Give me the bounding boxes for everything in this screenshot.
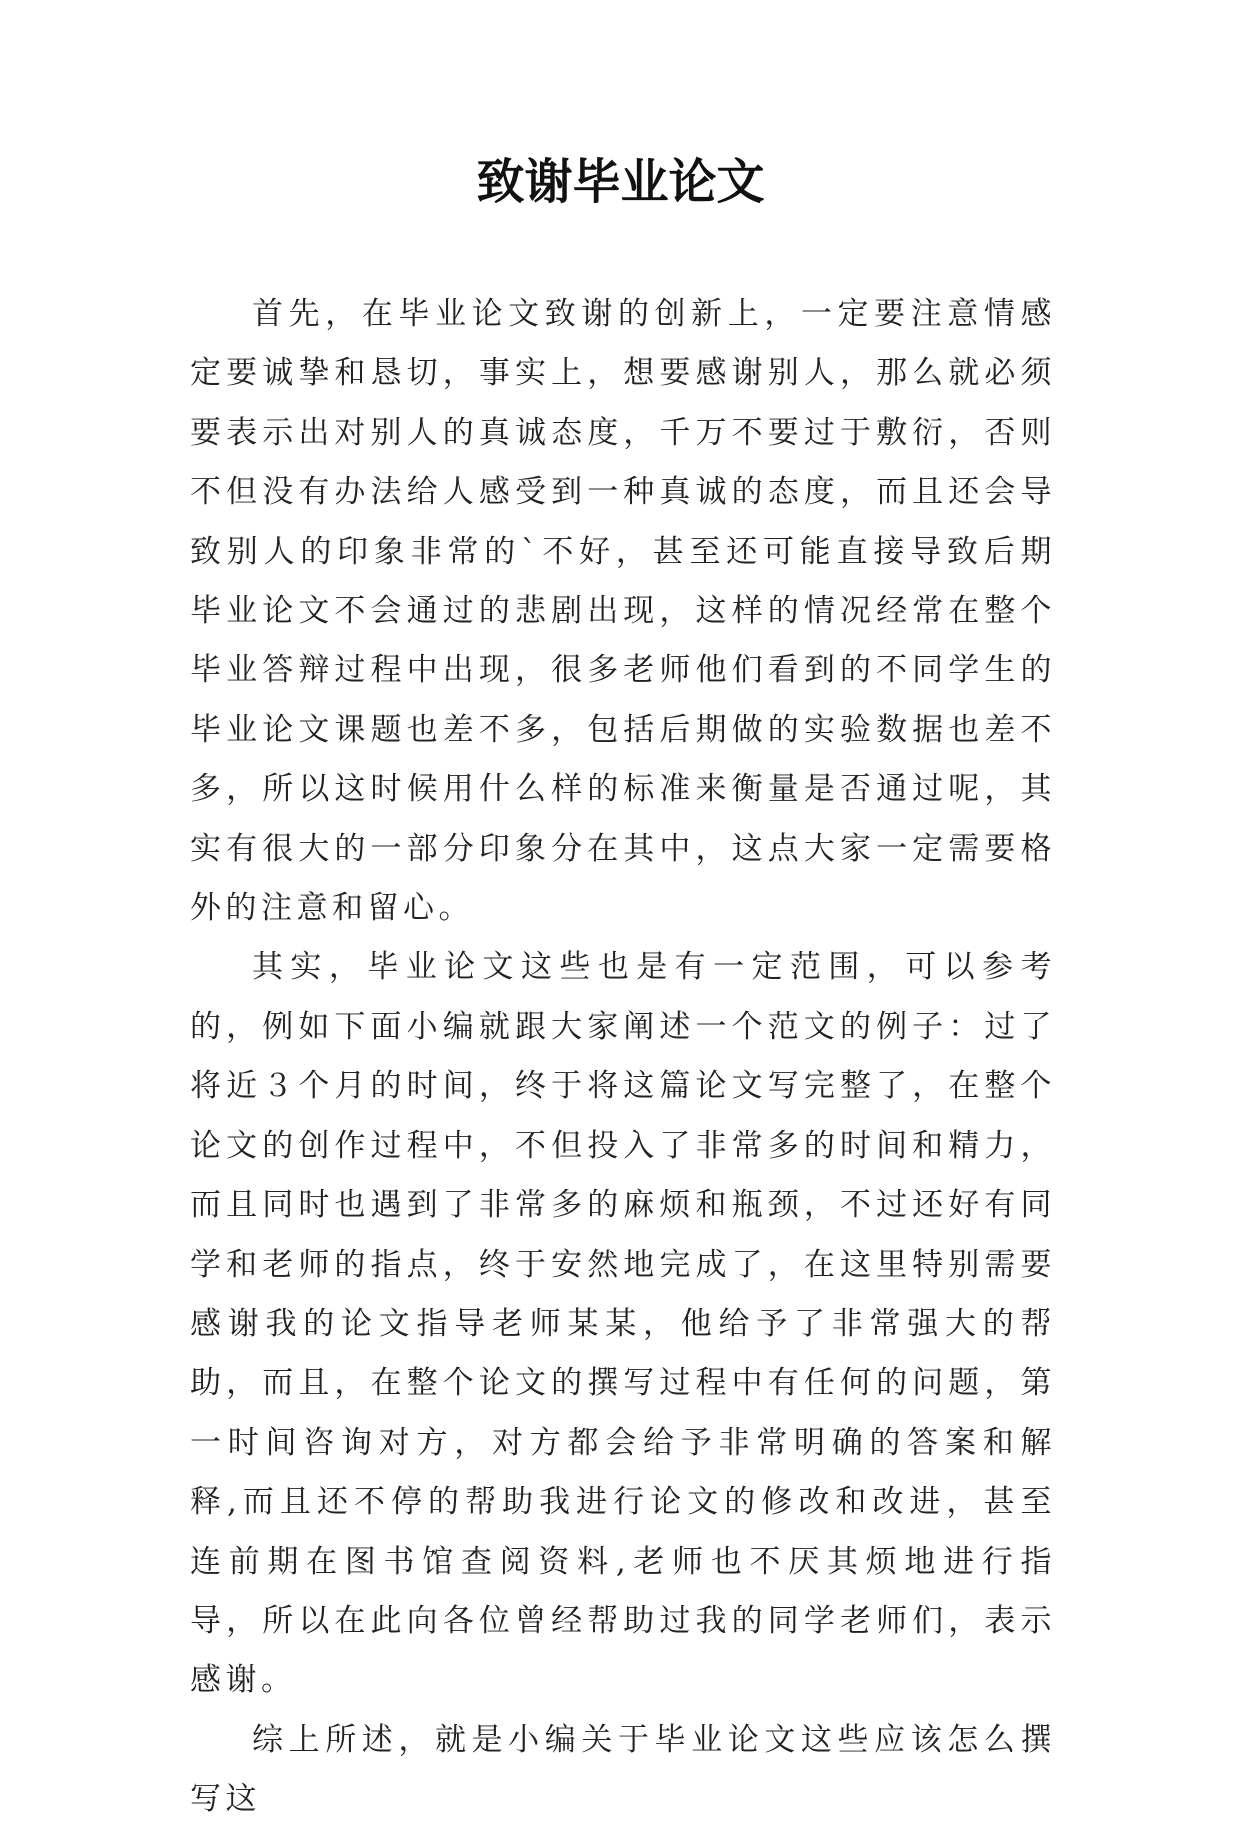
paragraph-3: 综上所述，就是小编关于毕业论文这些应该怎么撰写这 — [190, 1721, 1056, 1818]
paragraph-2: 其实，毕业论文这些也是有一定范围，可以参考的，例如下面小编就跟大家阐述一个范文的例子：过了将近３个月的时间，终于将这篇论文写完整了，在整个论文的创作过程中，不但投入了非常多的时间和精力，而且同时也遇到了非常多的麻烦和瓶颈，不过还好有同学和老师的指点，终于安然地完成了，在这里特别需要感谢我的论文指导老师某某，他给予了非常强大的帮助，而且，在整个论文的撰写过程中有任何的问题，第一时间咨询对方，对方都会给予非常明确的答案和解释,而且还不停的帮助我进行论文的修改和改进，甚至连前期在图书馆查阅资料,老师也不厌其烦地进行指导，所以在此向各位曾经帮助过我的同学老师们，表示感谢。 — [190, 949, 1056, 1699]
document-title: 致谢毕业论文 — [476, 154, 765, 210]
paragraph-1: 首先，在毕业论文致谢的创新上，一定要注意情感定要诚挚和恳切，事实上，想要感谢别人，那么就必须要表示出对别人的真诚态度，千万不要过于敷衍，否则不但没有办法给人感受到一种真诚的态度，而且还会导致别人的印象非常的`不好，甚至还可能直接导致后期毕业论文不会通过的悲剧出现，这样的情况经常在整个毕业答辩过程中出现，很多老师他们看到的不同学生的毕业论文课题也差不多，包括后期做的实验数据也差不多，所以这时候用什么样的标准来衡量是否通过呢，其实有很大的一部分印象分在其中，这点大家一定需要格外的注意和留心。 — [190, 296, 1056, 927]
document-body — [190, 285, 1056, 1830]
